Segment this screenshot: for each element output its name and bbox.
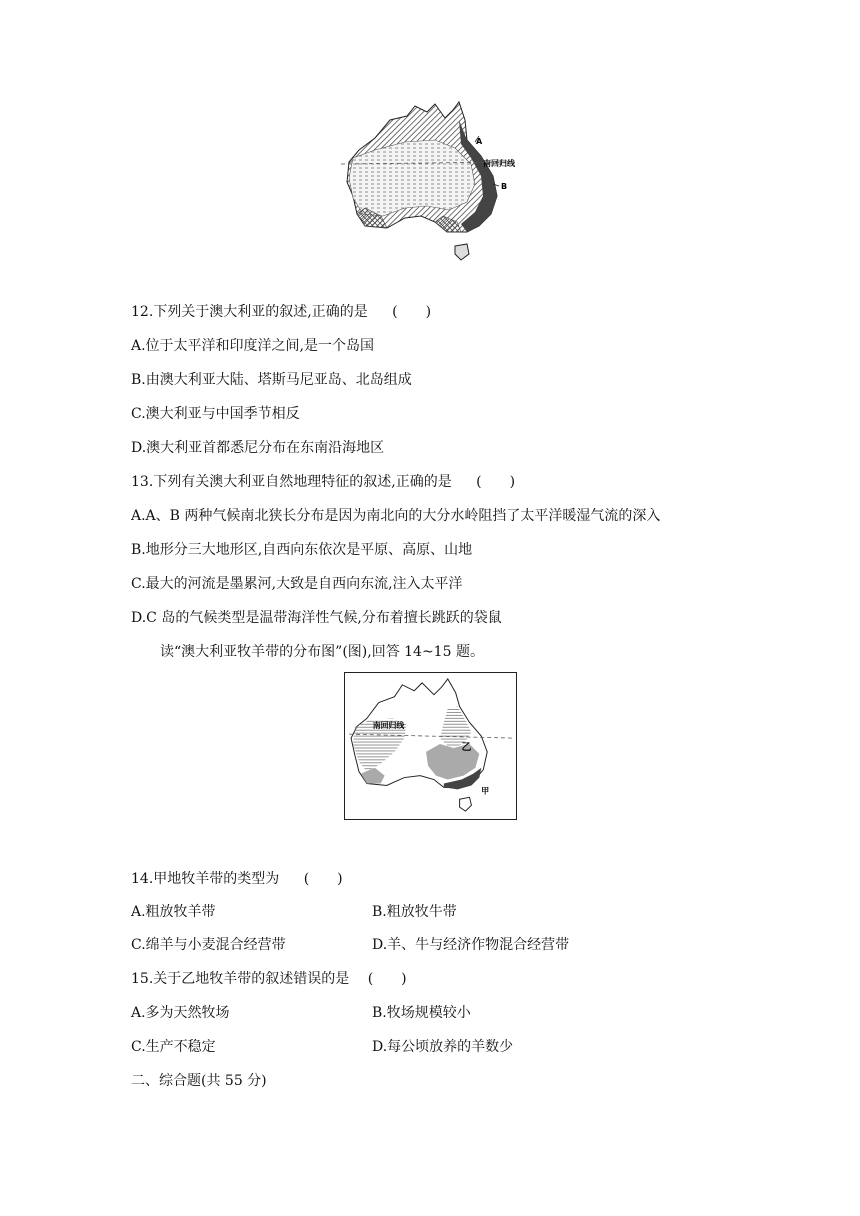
australia-sheep-belt-map xyxy=(344,672,517,820)
q12-option-b: B.由澳大利亚大陆、塔斯马尼亚岛、北岛组成 xyxy=(131,372,412,388)
q14-option-d: D.羊、牛与经济作物混合经营带 xyxy=(372,937,570,953)
q13-option-a: A.A、B 两种气候南北狭长分布是因为南北向的大分水岭阻挡了太平洋暖湿气流的深入 xyxy=(131,508,661,524)
q14-option-c: C.绵羊与小麦混合经营带 xyxy=(131,937,286,953)
q13-stem-text: 13.下列有关澳大利亚自然地理特征的叙述,正确的是 xyxy=(131,474,452,490)
q12-option-d: D.澳大利亚首都悉尼分布在东南沿海地区 xyxy=(131,440,385,456)
tasmania-island xyxy=(455,244,469,260)
q13-option-b: B.地形分三大地形区,自西向东依次是平原、高原、山地 xyxy=(131,542,473,558)
q15-option-c: C.生产不稳定 xyxy=(131,1039,216,1055)
q15-option-b: B.牧场规模较小 xyxy=(372,1005,471,1021)
q12-option-c: C.澳大利亚与中国季节相反 xyxy=(131,406,300,422)
question-12-stem xyxy=(131,303,431,321)
label-b: B xyxy=(501,182,508,191)
australia-climate-map xyxy=(335,98,525,270)
q13-answer-paren: ( ) xyxy=(476,474,516,490)
tropic-label: 南回归线 xyxy=(483,159,515,168)
question-15-stem xyxy=(131,970,407,988)
question-13-stem xyxy=(131,473,515,491)
q12-option-a: A.位于太平洋和印度洋之间,是一个岛国 xyxy=(131,338,375,354)
q14-answer-paren: ( ) xyxy=(303,871,343,887)
q13-option-d: D.C 岛的气候类型是温带海洋性气候,分布着擅长跳跃的袋鼠 xyxy=(131,610,502,626)
q15-option-d: D.每公顷放养的羊数少 xyxy=(372,1039,514,1055)
q12-answer-paren: ( ) xyxy=(392,304,432,320)
label-a: A xyxy=(476,137,483,146)
q15-stem-text: 15.关于乙地牧羊带的叙述错误的是 xyxy=(131,971,350,987)
label-jia: 甲 xyxy=(481,786,490,796)
label-yi: 乙 xyxy=(461,741,472,753)
q15-option-a: A.多为天然牧场 xyxy=(131,1005,230,1021)
q14-option-a: A.粗放牧羊带 xyxy=(131,904,216,920)
intro-14-15: 读“澳大利亚牧羊带的分布图”(图),回答 14~15 题。 xyxy=(160,644,484,660)
q15-answer-paren: ( ) xyxy=(367,971,407,987)
q12-stem-text: 12.下列关于澳大利亚的叙述,正确的是 xyxy=(131,304,368,320)
q14-stem-text: 14.甲地牧羊带的类型为 xyxy=(131,871,280,887)
q14-option-b: B.粗放牧牛带 xyxy=(372,904,457,920)
tasmania-island-2 xyxy=(460,797,472,811)
q13-option-c: C.最大的河流是墨累河,大致是自西向东流,注入太平洋 xyxy=(131,576,463,592)
section-2-heading: 二、综合题(共 55 分) xyxy=(131,1073,267,1089)
question-14-stem xyxy=(131,870,343,888)
tropic-label-2: 南回归线 xyxy=(372,721,405,731)
